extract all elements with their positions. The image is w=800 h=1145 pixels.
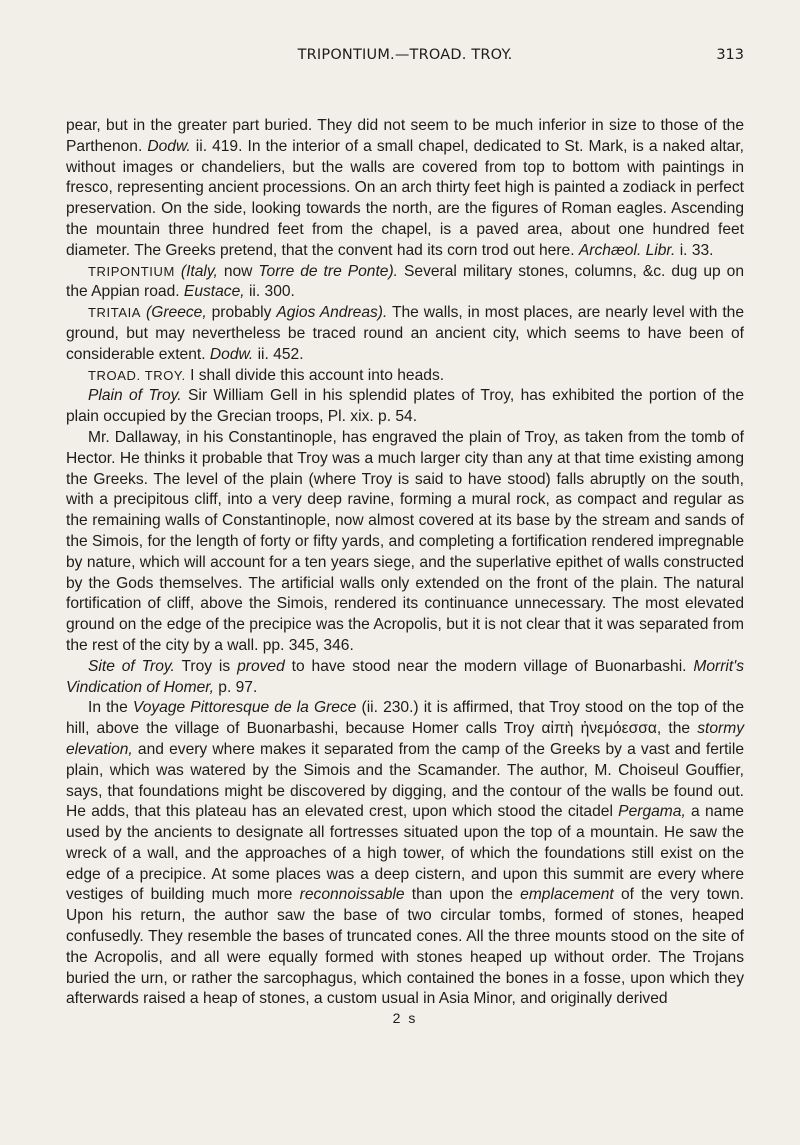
- text-run: Several military stones, columns, &c. dug up on the Appian road.: [66, 262, 745, 301]
- text-run: and every where makes it separated from the camp of the Greeks by a vast and fertile plain, which was watered by the Simois and the Scamander. The author, M. Choiseul Gouffier, says, that foundations might be discovered by digging, and the contour of the walls be found out. He adds, that this plateau has an elevated crest, upon which stood the citadel: [66, 740, 744, 821]
- entry-heading: TROAD. TROY.: [88, 367, 186, 383]
- text-run: Sir William Gell in his splendid plates of Troy, has exhibited the portion of the plain occupied by the Grecian troops, Pl. xix. p. 54.: [66, 387, 744, 426]
- italic-text: Archæol. Libr.: [578, 241, 676, 259]
- text-run: probably: [206, 304, 277, 322]
- text-run: ii. 300.: [244, 283, 295, 301]
- signature-mark: 2 s: [392, 1010, 418, 1027]
- running-title: TRIPONTIUM.—TROAD. TROY.: [297, 47, 513, 63]
- running-head: [66, 47, 744, 67]
- text-run: i. 33.: [675, 241, 714, 259]
- italic-text: Agios Andreas).: [276, 304, 388, 322]
- text-run: now: [217, 262, 259, 280]
- italic-text: Dodw.: [209, 345, 254, 363]
- text-run: (ii. 230.) it is affirmed, that Troy stood on the top of the hill, above the village of Buonarbashi, because Homer calls Troy αἰπὴ ἠνεμόεσσα, the: [66, 699, 744, 738]
- text-run: ii. 452.: [253, 345, 304, 363]
- italic-text: Pergama,: [618, 803, 686, 821]
- italic-text: (Italy,: [180, 262, 218, 280]
- italic-text: Voyage Pittoresque de la Grece: [132, 699, 357, 717]
- italic-text: Site of Troy.: [88, 657, 175, 675]
- text-run: ii. 419. In the interior of a small chapel, dedicated to St. Mark, is a naked altar, without images or chandeliers, but the walls are covered from top to bottom with paintings in fresco, representing ancient processions. On an arch thirty feet high is painted a zodiack in perfect preservation. On the side, looking towards the north, are the figures of Roman eagles. Ascending the mountain three hundred feet from the chapel, is a paved area, about one hundred feet diameter. The Greeks pretend, that the convent had its corn trod out here.: [66, 137, 744, 259]
- italic-text: emplacement: [520, 886, 614, 904]
- italic-text: proved: [237, 657, 285, 675]
- text-run: to have stood near the modern village of Buonarbashi.: [284, 657, 694, 675]
- text-run: pear, but in the greater part buried. They did not seem to be much inferior in size to those of the Parthenon.: [66, 117, 744, 155]
- paragraph: [66, 698, 744, 1010]
- page-number: 313: [716, 47, 744, 63]
- text-run: of the very town. Upon his return, the author saw the base of two circular tombs, formed of stones, heaped confusedly. They resemble the bases of truncated cones. All the three mounts stood on the site of the Acropolis, and all were equally formed with stones heaped up without order. The Trojans buried the urn, or rather the sarcophagus, which contained the bones in a fosse, upon which they afterwards raised a heap of stones, a custom usual in Asia Minor, and originally derived: [66, 886, 744, 1008]
- entry-heading: TRITAIA: [88, 305, 142, 321]
- paragraph: [66, 116, 744, 262]
- italic-text: Plain of Troy.: [88, 387, 182, 405]
- italic-text: reconnoissable: [299, 886, 405, 904]
- text-run: Troy is: [174, 657, 238, 675]
- entry-heading: TRIPONTIUM: [88, 263, 175, 279]
- italic-text: stormy elevation,: [66, 720, 744, 758]
- text-run: The walls, in most places, are nearly level with the ground, but may nevertheless be traced round an ancient city, which seems to have been of considerable extent.: [66, 304, 744, 363]
- italic-text: (Greece,: [146, 304, 207, 322]
- paragraph: [66, 428, 744, 657]
- text-run: Mr. Dallaway, in his Constantinople, has engraved the plain of Troy, as taken from the tomb of Hector. He thinks it probable that Troy was a much larger city than any at that time existing among the Greeks. The level of the plain (where Troy is said to have stood) falls abruptly on the south, with a precipitous cliff, into a very deep ravine, forming a mural rock, as compact and regular as the remaining walls of Constantinople, now almost covered at its base by the stream and sands of the Simois, for the length of forty or fifty yards, and completing a fortification rendered impregnable by nature, which will account for a ten years siege, and the superlative epithet of walls constructed by the Gods themselves. The artificial walls only extended on the front of the plain. The natural fortification of cliff, above the Simois, rendered its continuance unnecessary. The most elevated ground on the edge of the precipice was the Acropolis, but it is not clear that it was separated from the rest of the city by a wall. pp. 345, 346.: [66, 428, 744, 654]
- text-run: p. 97.: [213, 678, 258, 696]
- paragraph: [66, 386, 744, 428]
- text-run: than upon the: [404, 886, 521, 904]
- italic-text: Dodw.: [147, 137, 191, 155]
- italic-text: Morrit's Vindication of Homer,: [66, 657, 744, 696]
- paragraph: [66, 366, 744, 387]
- italic-text: Eustace,: [183, 283, 245, 301]
- text-run: a name used by the ancients to designate all fortresses situated upon the top of a mountain. He saw the wreck of a wall, and the approaches of a high tower, of which the foundations still exist on the edge of a precipice. At some places was a deep cistern, and upon this summit are every where vestiges of building much more: [66, 803, 744, 904]
- text-run: In the: [88, 699, 133, 717]
- paragraph: [66, 303, 744, 365]
- italic-text: Torre de tre Ponte).: [258, 262, 399, 280]
- paragraph: [66, 262, 744, 304]
- paragraph: [66, 657, 744, 699]
- body-text: [66, 116, 744, 1010]
- text-run: I shall divide this account into heads.: [185, 366, 445, 384]
